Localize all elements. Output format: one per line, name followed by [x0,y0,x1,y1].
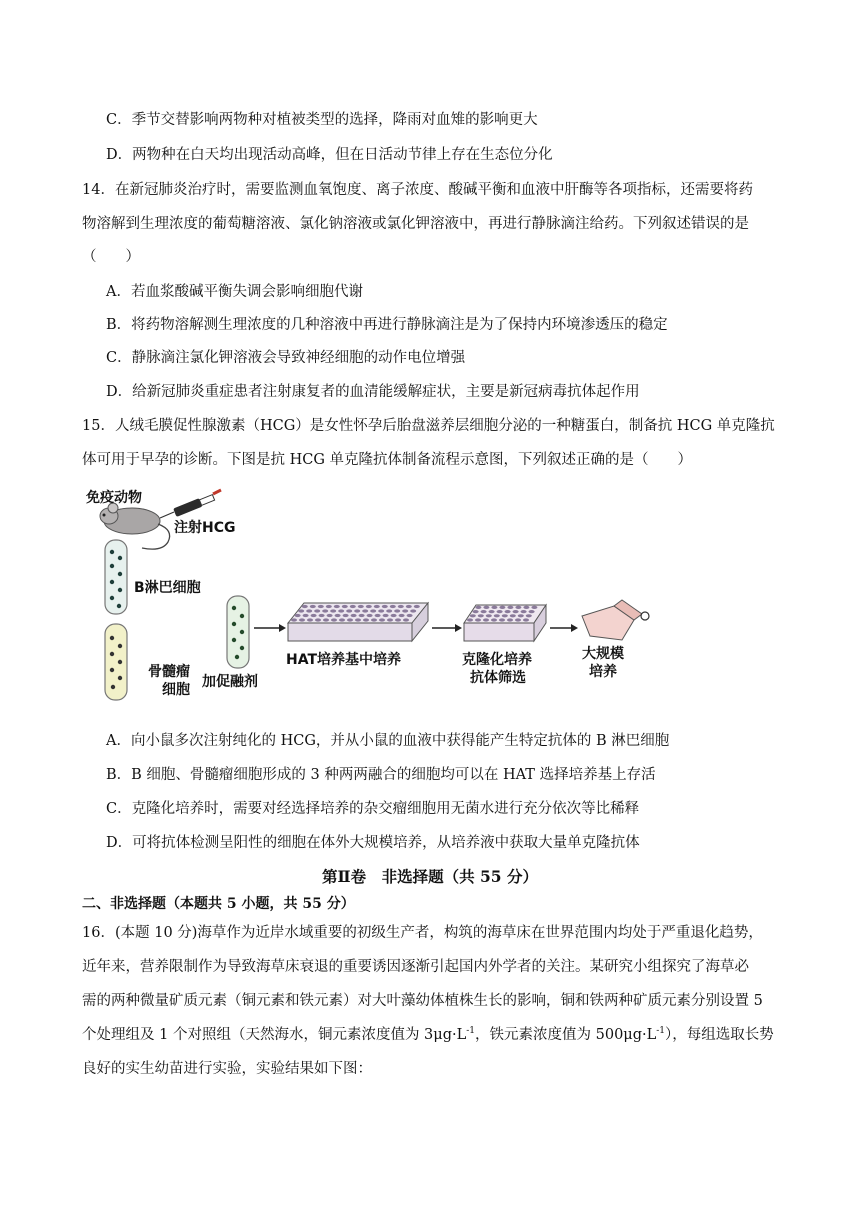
plate-well [370,609,376,612]
plate-well [315,618,321,621]
plate-well [499,606,505,609]
plate-well [507,606,513,609]
plate-well [499,618,505,621]
plate-well [398,605,404,608]
plate-well [394,609,400,612]
plate-well [367,614,373,617]
plate-well [478,614,484,617]
plate-well [407,614,413,617]
q16-line4-sup-1: -1 [466,1026,476,1037]
plate-well [475,606,481,609]
plate-well [359,614,365,617]
fusion-agent-label: 加促融剂 [202,674,258,690]
arrow-icon [550,624,578,632]
plate-well [378,609,384,612]
q16-line4-sup-2: -1 [656,1026,666,1037]
myeloma-label-line-2: 细胞 [162,682,190,698]
plate-well [406,605,412,608]
plate-well [326,605,332,608]
plate-well [510,614,516,617]
plate-well [513,610,519,613]
plate-well [391,614,397,617]
plate-well [470,614,476,617]
q16-line4-part-c: ），每组选取长势 [665,1027,774,1043]
q13-option-c: C．季节交替影响两物种对植被类型的选择，降雨对血雉的影响更大 [106,112,538,128]
q16-stem-line-1: 16．(本题 10 分)海草作为近岸水域重要的初级生产者，构筑的海草床在世界范围内均处于严重退化趋势， [82,925,763,941]
plate-well [521,610,527,613]
q14-option-c: C．静脉滴注氯化钾溶液会导致神经细胞的动作电位增强 [106,350,466,366]
hat-culture-label: HAT培养基中培养 [286,652,402,668]
q15-stem-line-2: 体可用于早孕的诊断。下图是抗 HCG 单克隆抗体制备流程示意图，下列叙述正确的是（ ） [82,452,693,468]
plate-well [338,609,344,612]
arrow-icon [432,624,462,632]
monoclonal-antibody-flow-diagram [82,488,662,706]
plate-well [311,614,317,617]
plate-well [354,609,360,612]
plate-well [489,610,495,613]
plate-well [342,605,348,608]
plate-well [518,614,524,617]
plate-well [347,618,353,621]
plate-well [318,605,324,608]
q15-option-b: B．B 细胞、骨髓瘤细胞形成的 3 种两两融合的细胞均可以在 HAT 选择培养基上存活 [106,767,656,783]
plate-well [307,618,313,621]
plate-well [502,614,508,617]
immune-animal-label: 免疫动物 [86,490,142,506]
plate-well [327,614,333,617]
plate-well [314,609,320,612]
plate-well [410,609,416,612]
plate-well [358,605,364,608]
plate-well [473,610,479,613]
q16-stem-line-2: 近年来，营养限制作为导致海草床衰退的重要诱因逐渐引起国内外学者的关注。某研究小组探究了海草必 [82,959,749,975]
b-lymphocyte-label: B淋巴细胞 [134,580,201,596]
plate-well [494,614,500,617]
q14-option-a: A．若血浆酸碱平衡失调会影响细胞代谢 [106,284,363,300]
plate-well [507,618,513,621]
plate-well [362,609,368,612]
plate-well [491,618,497,621]
plate-well [383,614,389,617]
plate-well [467,618,473,621]
hat-culture-plate [288,603,428,641]
cloning-label-line-1: 克隆化培养 [462,652,532,668]
plate-well [399,614,405,617]
q14-stem-line-1: 14．在新冠肺炎治疗时，需要监测血氧饱度、离子浓度、酸碱平衡和血液中肝酶等各项指标，还需要将药 [82,182,753,198]
plate-well [291,618,297,621]
plate-well [515,606,521,609]
plate-well [483,606,489,609]
plate-well [382,605,388,608]
culture-bag-icon [582,600,649,640]
plate-well [363,618,369,621]
plate-well [402,609,408,612]
q14-option-b: B．将药物溶解测生理浓度的几种溶液中再进行静脉滴注是为了保持内环境渗透压的稳定 [106,317,668,333]
plate-well [295,614,301,617]
q15-option-d: D．可将抗体检测呈阳性的细胞在体外大规模培养，从培养液中获取大量单克隆抗体 [106,835,640,851]
plate-well [330,609,336,612]
plate-well [526,614,532,617]
plate-well [515,618,521,621]
q16-stem-line-3: 需的两种微量矿质元素（铜元素和铁元素）对大叶藻幼体植株生长的影响，铜和铁两种矿质元素分别设置 5 [82,993,763,1009]
plate-well [323,618,329,621]
plate-well [350,605,356,608]
plate-well [310,605,316,608]
q16-stem-line-4 [82,1025,774,1045]
plate-well [475,618,481,621]
plate-well [298,609,304,612]
q13-option-d: D．两物种在白天均出现活动高峰，但在日活动节律上存在生态位分化 [106,147,553,163]
plate-well [374,605,380,608]
cloning-label-line-2: 抗体筛选 [470,670,526,686]
plate-well [523,606,529,609]
q14-option-d: D．给新冠肺炎重症患者注射康复者的血清能缓解症状，主要是新冠病毒抗体起作用 [106,384,640,400]
plate-well [387,618,393,621]
plate-well [531,606,537,609]
section-title: 第Ⅱ卷 非选择题（共 55 分） [322,867,538,886]
plate-well [335,614,341,617]
plate-well [331,618,337,621]
plate-well [339,618,345,621]
fusion-tube [227,596,249,668]
q16-line4-part-a: 个处理组及 1 个对照组（天然海水，铜元素浓度值为 3μg·L [82,1027,467,1043]
q14-stem-line-2: 物溶解到生理浓度的葡萄糖溶液、氯化钠溶液或氯化钾溶液中，再进行静脉滴注给药。下列叙述错误的是 [82,216,749,232]
q16-line4-part-b: ，铁元素浓度值为 500μg·L [475,1027,657,1043]
plate-well [497,610,503,613]
section-subtitle: 二、非选择题（本题共 5 小题，共 55 分） [82,896,355,912]
plate-well [414,605,420,608]
plate-well [486,614,492,617]
myeloma-label-line-1: 骨髓瘤 [148,664,190,680]
plate-well [351,614,357,617]
plate-well [306,609,312,612]
q16-stem-line-5: 良好的实生幼苗进行实验，实验结果如下图： [82,1061,372,1077]
plate-well [379,618,385,621]
q15-option-a: A．向小鼠多次注射纯化的 HCG，并从小鼠的血液中获得能产生特定抗体的 B 淋巴细胞 [106,733,670,749]
plate-well [386,609,392,612]
b-lymphocyte-tube [105,540,127,614]
q14-answer-bracket: （ ） [82,249,140,265]
plate-well [523,618,529,621]
large-scale-label-line-2: 培养 [589,664,617,680]
plate-well [346,609,352,612]
plate-well [390,605,396,608]
inject-hcg-label: 注射HCG [174,520,236,536]
plate-well [403,618,409,621]
q15-option-c: C．克隆化培养时，需要对经选择培养的杂交瘤细胞用无菌水进行充分依次等比稀释 [106,801,640,817]
plate-well [319,614,325,617]
plate-well [343,614,349,617]
myeloma-tube [105,624,127,700]
plate-well [322,609,328,612]
cloning-plate [464,605,546,641]
plate-well [334,605,340,608]
plate-well [491,606,497,609]
plate-well [371,618,377,621]
plate-well [529,610,535,613]
plate-well [299,618,305,621]
plate-well [375,614,381,617]
plate-well [366,605,372,608]
syringe-icon [160,490,221,518]
plate-well [355,618,361,621]
plate-well [395,618,401,621]
arrow-icon [254,624,286,632]
q15-stem-line-1: 15．人绒毛膜促性腺激素（HCG）是女性怀孕后胎盘滋养层细胞分泌的一种糖蛋白，制备抗 HCG 单克隆抗 [82,418,775,434]
plate-well [303,614,309,617]
plate-well [302,605,308,608]
large-scale-label-line-1: 大规模 [582,646,624,662]
plate-well [505,610,511,613]
plate-well [481,610,487,613]
plate-well [483,618,489,621]
